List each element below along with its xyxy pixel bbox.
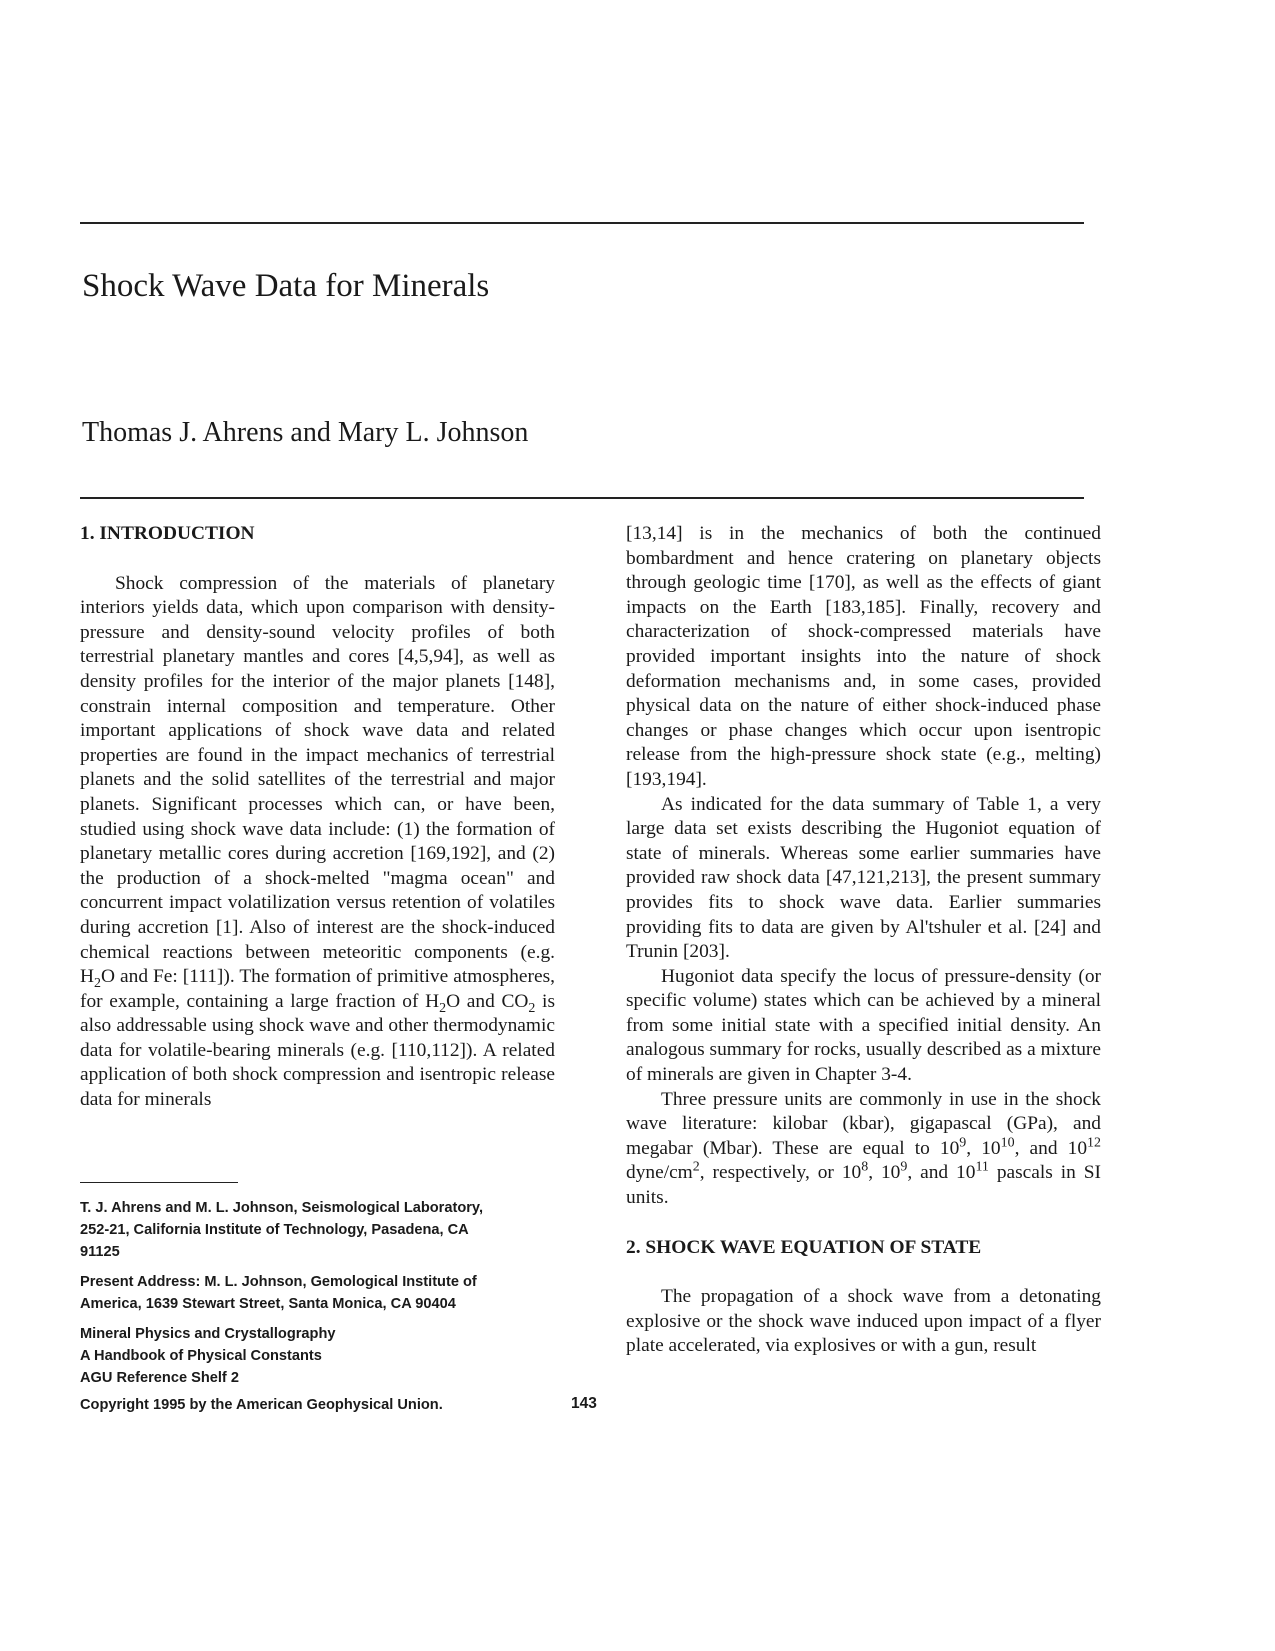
footnote-series: Mineral Physics and Crystallography A Handbook of Physical Constants AGU Reference Shelf 2 <box>80 1326 336 1386</box>
intro-paragraph-3: Hugoniot data specify the locus of pressure-density (or specific volume) states which can be achieved by a mineral from some initial state with a specified initial density. An analogous summary for rocks, usually described as a mixture of minerals are given in Chapter 3-4. <box>626 965 1101 1086</box>
intro-paragraph-1-continued: [13,14] is in the mechanics of both the continued bombardment and hence cratering on planetary objects through geologic time [170], as well as the effects of giant impacts on the Earth [183,185]. Finally, recovery and characterization of shock-compressed materials have provided important insights into the nature of shock deformation mechanisms and, in some cases, provided physical data on the nature of either shock-induced phase changes or phase changes which occur upon isentropic release from the high-pressure shock state (e.g., melting) [193,194]. <box>626 523 1101 790</box>
section-heading-introduction: 1. INTRODUCTION <box>80 523 255 544</box>
left-column <box>80 522 555 1113</box>
intro-paragraph-1: Shock compression of the materials of planetary interiors yields data, which upon comparison with density-pressure and density-sound velocity profiles of both terrestrial planetary mantles and cores [4,5,94], as well as density profiles for the interior of the major planets [148], constrain internal composition and temperature. Other important applications of shock wave data and related properties are found in the impact mechanics of terrestrial planets and the solid satellites of the terrestrial and major planets. Significant processes which can, or have been, studied using shock wave data include: (1) the formation of planetary metallic cores during accretion [169,192], and (2) the production of a shock-melted "magma ocean" and concurrent impact volatilization versus retention of volatiles during accretion [1]. Also of interest are the shock-induced chemical reactions between meteoritic components (e.g. $H_2O$ and Fe: [111]). The formation of primitive atmospheres, for example, containing a large fraction of $H_2O$ and $CO_2$ is also addressable using shock wave and other thermodynamic data for volatile-bearing minerals (e.g. [110,112]). A related application of both shock compression and isentropic release data for minerals <box>80 572 555 1111</box>
intro-paragraph-2: As indicated for the data summary of Table 1, a very large data set exists describing the Hugoniot equation of state of minerals. Whereas some earlier summaries have provided raw shock data [47,121,213], the present summary provides fits to shock wave data. Earlier summaries providing fits to data are given by Al'tshuler et al. [24] and Trunin [203]. <box>626 793 1101 963</box>
intro-paragraph-4: Three pressure units are commonly in use in the shock wave literature: kilobar (kbar), gigapascal (GPa), and megabar (Mbar). These are equal to $10^9$, $10^{10}$, and $10^{12}$ dyne/$cm^2$, respectively, or $10^8$, $10^9$, and $10^{11}$ pascals in SI units. <box>626 1088 1101 1209</box>
footnote-rule <box>80 1182 238 1183</box>
authors-rule <box>80 497 1084 499</box>
section-heading-equation-of-state: 2. SHOCK WAVE EQUATION OF STATE <box>626 1236 982 1258</box>
top-rule <box>80 222 1084 224</box>
copyright-notice: Copyright 1995 by the American Geophysical Union. <box>80 1397 443 1413</box>
paper-authors: Thomas J. Ahrens and Mary L. Johnson <box>82 417 529 448</box>
paper-title: Shock Wave Data for Minerals <box>82 268 490 304</box>
page-number: 143 <box>571 1395 597 1412</box>
footnote-affiliation: T. J. Ahrens and M. L. Johnson, Seismological Laboratory, 252-21, California Institute of Technology, Pasadena, CA 91125 <box>80 1200 484 1260</box>
eos-paragraph-1: The propagation of a shock wave from a detonating explosive or the shock wave induced upon impact of a flyer plate accelerated, via explosives or with a gun, result <box>626 1286 1101 1357</box>
right-column <box>626 522 1101 1359</box>
footnote-present-address: Present Address: M. L. Johnson, Gemological Institute of America, 1639 Stewart Street, Santa Monica, CA 90404 <box>80 1274 477 1312</box>
